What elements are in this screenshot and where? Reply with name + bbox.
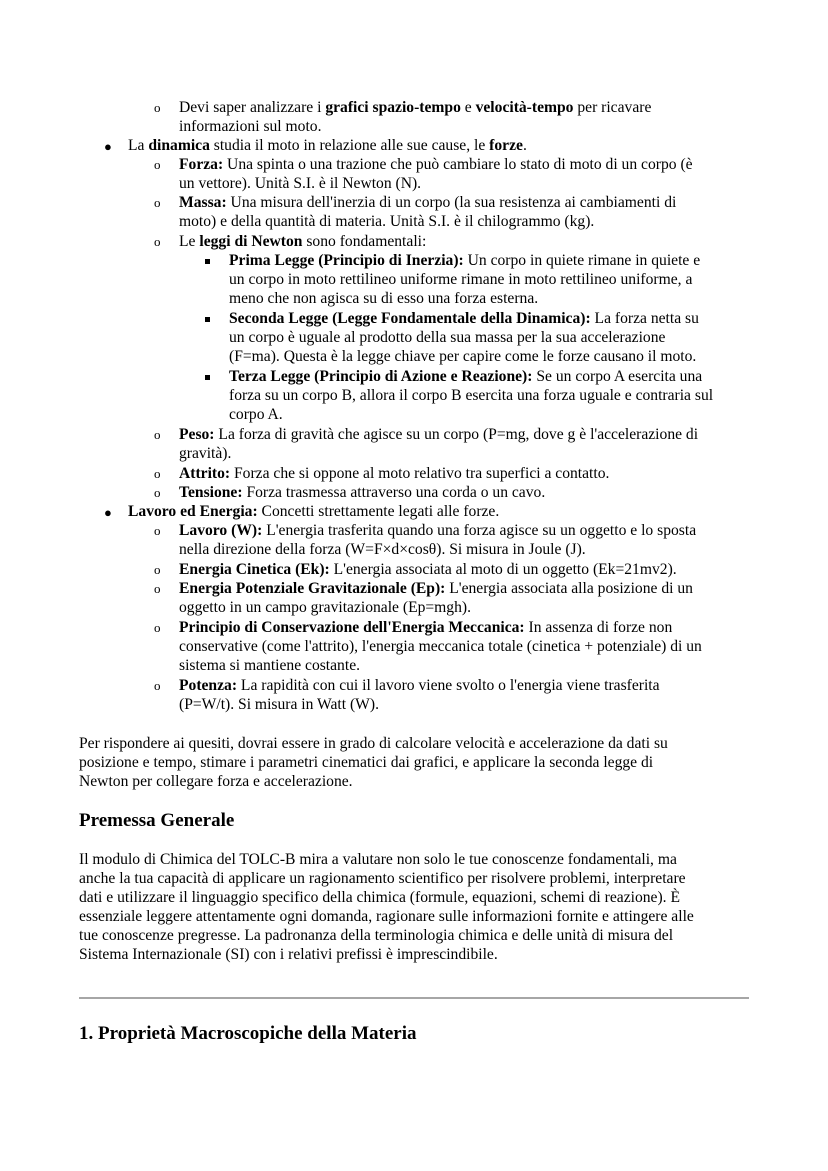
list-item-massa: Massa: Una misura dell'inerzia di un corpo (la sua resistenza ai cambiamenti di <box>179 194 677 211</box>
list-item-second-law-cont: un corpo è uguale al prodotto della sua massa per la sua accelerazione <box>229 329 666 346</box>
premise-heading: Premessa Generale <box>79 810 235 831</box>
hollow-bullet-icon: o <box>154 523 161 538</box>
list-item-lavoro: Lavoro (W): L'energia trasferita quando una forza agisce su un oggetto e lo sposta <box>179 522 697 539</box>
premise-paragraph-line: tue conoscenze pregresse. La padronanza della terminologia chimica e delle unità di misura del <box>79 927 674 944</box>
list-item-graphs: Devi saper analizzare i grafici spazio-tempo e velocità-tempo per ricavare <box>179 99 652 116</box>
list-item-dynamics: La dinamica studia il moto in relazione alle sue cause, le forze. <box>128 137 527 154</box>
summary-paragraph-line: posizione e tempo, stimare i parametri cinematici dai grafici, e applicare la seconda legge di <box>79 754 654 771</box>
list-item-massa-cont: moto) e della quantità di materia. Unità S.I. è il chilogrammo (kg). <box>179 213 595 230</box>
list-item-attrito: Attrito: Forza che si oppone al moto relativo tra superfici a contatto. <box>179 465 610 482</box>
list-item-forza-cont: un vettore). Unità S.I. è il Newton (N). <box>179 175 422 192</box>
section-heading: 1. Proprietà Macroscopiche della Materia <box>79 1023 417 1044</box>
square-bullet-icon <box>205 251 210 270</box>
list-item-power-cont: (P=W/t). Si misura in Watt (W). <box>179 696 379 713</box>
list-item-conservation-cont: conservative (come l'attrito), l'energia meccanica totale (cinetica + potenziale) di un <box>179 638 702 655</box>
hollow-bullet-icon: o <box>154 157 161 172</box>
list-item-energy: Lavoro ed Energia: Concetti strettamente legati alle forze. <box>128 503 500 520</box>
premise-paragraph-line: dati e utilizzare il linguaggio specifico della chimica (formule, equazioni, schemi di reazione). È <box>79 889 680 906</box>
premise-paragraph-line: anche la tua capacità di applicare un ragionamento scientifico per risolvere problemi, interpretare <box>79 870 686 887</box>
summary-paragraph-line: Newton per collegare forza e accelerazione. <box>79 773 353 790</box>
list-item-lavoro-cont: nella direzione della forza (W=F×d×cosθ). Si misura in Joule (J). <box>179 541 586 558</box>
list-item-conservation-cont: sistema si mantiene costante. <box>179 657 361 674</box>
list-item-first-law-cont: un corpo in moto rettilineo uniforme rimane in moto rettilineo uniforme, a <box>229 271 693 288</box>
list-item-newton-laws: Le leggi di Newton sono fondamentali: <box>179 233 427 250</box>
horizontal-divider <box>79 997 749 999</box>
list-item-graphs-cont: informazioni sul moto. <box>179 118 322 135</box>
hollow-bullet-icon: o <box>154 581 161 596</box>
hollow-bullet-icon: o <box>154 620 161 635</box>
list-item-first-law-cont: meno che non agisca su di esso una forza esterna. <box>229 290 539 307</box>
list-item-first-law: Prima Legge (Principio di Inerzia): Un corpo in quiete rimane in quiete e <box>229 252 701 269</box>
premise-paragraph-line: Sistema Internazionale (SI) con i relativi prefissi è imprescindibile. <box>79 946 498 963</box>
square-bullet-icon <box>205 367 210 386</box>
hollow-bullet-icon: o <box>154 466 161 481</box>
hollow-bullet-icon: o <box>154 100 161 115</box>
list-item-third-law-cont: forza su un corpo B, allora il corpo B esercita una forza uguale e contraria sul <box>229 387 714 404</box>
summary-paragraph-line: Per rispondere ai quesiti, dovrai essere in grado di calcolare velocità e accelerazione da dati su <box>79 735 668 752</box>
list-item-tensione: Tensione: Forza trasmessa attraverso una corda o un cavo. <box>179 484 546 501</box>
list-item-kinetic: Energia Cinetica (Ek): L'energia associata al moto di un oggetto (Ek=21mv2). <box>179 561 677 578</box>
bullet-icon: ● <box>104 139 112 154</box>
premise-paragraph-line: Il modulo di Chimica del TOLC-B mira a valutare non solo le tue conoscenze fondamentali, ma <box>79 851 677 868</box>
hollow-bullet-icon: o <box>154 195 161 210</box>
list-item-peso-cont: gravità). <box>179 445 232 462</box>
list-item-second-law: Seconda Legge (Legge Fondamentale della Dinamica): La forza netta su <box>229 310 699 327</box>
hollow-bullet-icon: o <box>154 678 161 693</box>
hollow-bullet-icon: o <box>154 485 161 500</box>
list-item-third-law: Terza Legge (Principio di Azione e Reazione): Se un corpo A esercita una <box>229 368 703 385</box>
list-item-potential: Energia Potenziale Gravitazionale (Ep): L'energia associata alla posizione di un <box>179 580 693 597</box>
list-item-potential-cont: oggetto in un campo gravitazionale (Ep=mgh). <box>179 599 471 616</box>
list-item-forza: Forza: Una spinta o una trazione che può cambiare lo stato di moto di un corpo (è <box>179 156 693 173</box>
list-item-third-law-cont: corpo A. <box>229 406 283 423</box>
premise-paragraph-line: essenziale leggere attentamente ogni domanda, ragionare sulle informazioni fornite e attingere alle <box>79 908 694 925</box>
list-item-second-law-cont: (F=ma). Questa è la legge chiave per capire come le forze causano il moto. <box>229 348 697 365</box>
square-bullet-icon <box>205 309 210 328</box>
hollow-bullet-icon: o <box>154 562 161 577</box>
list-item-peso: Peso: La forza di gravità che agisce su un corpo (P=mg, dove g è l'accelerazione di <box>179 426 699 443</box>
bullet-icon: ● <box>104 505 112 520</box>
hollow-bullet-icon: o <box>154 427 161 442</box>
list-item-conservation: Principio di Conservazione dell'Energia Meccanica: In assenza di forze non <box>179 619 673 636</box>
hollow-bullet-icon: o <box>154 234 161 249</box>
list-item-power: Potenza: La rapidità con cui il lavoro viene svolto o l'energia viene trasferita <box>179 677 660 694</box>
